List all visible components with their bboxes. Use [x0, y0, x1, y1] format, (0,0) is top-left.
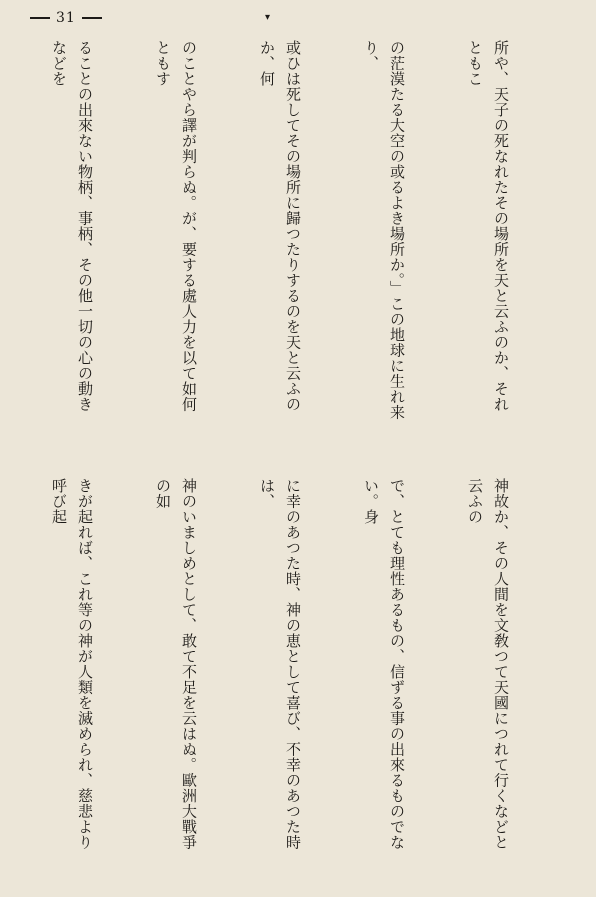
- text-column: きが起れば、これ等の神が人類を滅められ、慈悲より呼び起: [50, 478, 94, 850]
- text-column: 神のいましめとして、敢て不足を云はぬ。歐洲大戰爭の如: [154, 478, 198, 850]
- upper-text-block: [40, 40, 566, 420]
- text-column: で、とても理性あるもの、信ずる事の出來るものでない。身: [362, 478, 406, 850]
- page-number: [30, 10, 102, 26]
- text-column: 所や、天子の死なれたその場所を天と云ふのか、それともこ: [466, 40, 510, 412]
- page-number-text: 31: [56, 10, 76, 26]
- ink-dot: ▾: [265, 12, 271, 23]
- lower-text-block: [40, 478, 566, 858]
- text-column: ることの出來ない物柄、事柄、その他一切の心の動きなどを: [50, 40, 94, 412]
- text-column: 或ひは死してその場所に歸つたりするのを天と云ふのか、何: [258, 40, 302, 412]
- page-number-rule-left: [30, 17, 50, 19]
- text-column: に幸のあつた時、神の恵として喜び、不幸のあつた時は、: [258, 478, 302, 850]
- text-column: の茫漠たる大空の或るよき場所か。」この地球に生れ来り、: [362, 40, 406, 420]
- page-number-rule-right: [82, 17, 102, 19]
- text-column: のことやら譯が判らぬ。が、要する處人力を以て如何ともす: [154, 40, 198, 412]
- text-column: 神故か、その人間を文敎つて天國につれて行くなどと云ふの: [466, 478, 510, 850]
